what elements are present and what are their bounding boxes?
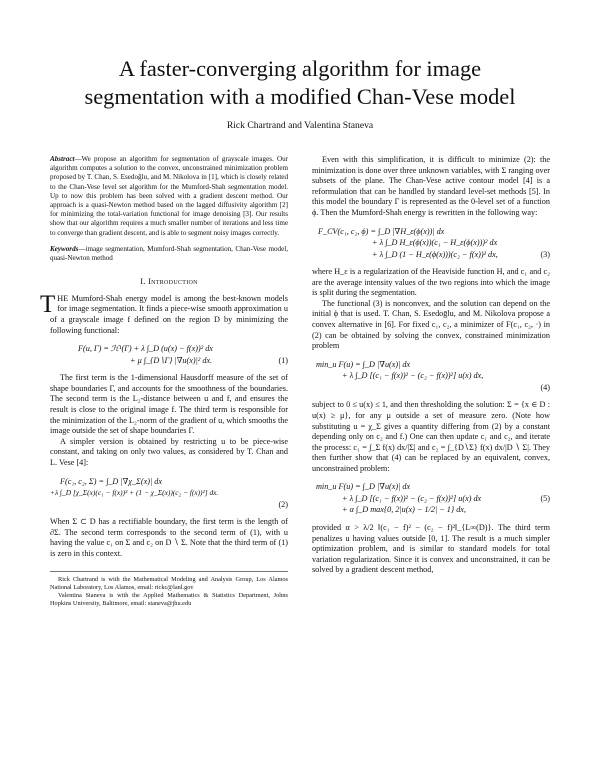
paper-title-line-2: segmentation with a modified Chan-Vese model bbox=[84, 84, 516, 109]
footnote-author-1: Rick Chartrand is with the Mathematical Modeling and Analysis Group, Los Alamos National Laboratory, Los Alamos, email: rickc@lanl.gov bbox=[50, 576, 288, 592]
equation-5-line-2: + λ ∫_D [(c₁ − f(x))² − (c₂ − f(x))²] u(x) dx bbox=[342, 493, 482, 503]
equation-3-line-1: F_CV(c₁, c₂, ϕ) = ∫_D |∇H_ε(ϕ(x))| dx bbox=[318, 226, 445, 236]
equation-4 bbox=[312, 359, 550, 394]
intro-paragraph-1 bbox=[40, 290, 288, 336]
right-paragraph-4: subject to 0 ≤ u(x) ≤ 1, and then thresholding the solution: Σ = {x ∈ D : u(x) ≥ μ}, for any μ outside a set of measure zero. (Note how substituting u = χ_Σ gives a quantity differing from (2) by a constant depending only on c₂ and f.) One can then update c₁ and c₂, and iterate the process: c₁ = ∫_Σ f(x) dx/|Σ| and c₂ = ∫_{D∖Σ} f(x) dx/|D ∖ Σ|. They then further show that (4) can be replaced by an equivalent, convex, unconstrained problem: bbox=[312, 400, 550, 473]
paper-title-line-1: A faster-converging algorithm for image bbox=[118, 56, 482, 81]
intro-paragraph-2: The first term is the 1-dimensional Hausdorff measure of the set of shape boundaries Γ, and accounts for the smoothness of the boundaries. The second term is the L₂-distance between u and f, and ensures the result is close to the original image f. The third term is responsible for the minimization of the L₂-norm of the gradient of u, which smooths the image outside the set of shape boundaries Γ. bbox=[50, 373, 288, 436]
equation-2-line-1: F(c₁, c₂, Σ) = ∫_D |∇χ_Σ(x)| dx bbox=[60, 476, 163, 486]
intro-paragraph-1-text: HE Mumford-Shah energy model is among the best-known models for image segmentation. It finds a piece-wise smooth approximation u of a grayscale image f defined on the region D by minimizing the following functional: bbox=[50, 293, 288, 335]
equation-5-line-3: + α ∫_D max{0, 2|u(x) − 1/2| − 1} dx, bbox=[342, 505, 466, 515]
authors: Rick Chartrand and Valentina Staneva bbox=[226, 120, 374, 131]
left-column bbox=[40, 155, 288, 608]
equation-3-line-3: + λ ∫_D (1 − H_ε(ϕ(x)))(c₂ − f(x))² dx, bbox=[372, 249, 498, 259]
intro-paragraph-4: When Σ ⊂ D has a rectifiable boundary, the first term is the length of ∂Σ. The second term corresponds to the second term of (1), with u having the value c₁ on Σ and c₂ on D ∖ Σ. Note that the third term of (1) is zero in this context. bbox=[50, 517, 288, 558]
equation-3 bbox=[312, 226, 550, 261]
abstract-text: —We propose an algorithm for segmentation of grayscale images. Our algorithm computes a solution to the convex, unconstrained minimization problem proposed by T. Chan, S. Esedoḡlu, and M. Nikolova in [1], which is closely related to the Chan-Vese level set algorithm for the Mumford-Shah segmentation model. Up to now this problem has been solved with a gradient descent method. Our approach is a quasi-Newton method based on the lagged diffusivity algorithm [2] for minimizing the total-variation functional for image denoising [3]. Our results show that our algorithm requires a much smaller number of iterations and less time to converge than gradient descent, and is able to segment noisy images correctly. bbox=[50, 155, 288, 237]
equation-2-line-2: +λ ∫_D [χ_Σ(x)(c₁ − f(x))² + (1 − χ_Σ(x))(c₂ − f(x))²] dx. bbox=[50, 488, 219, 498]
intro-paragraph-3: A simpler version is obtained by restricting u to be piece-wise constant, and taking on only two values, as considered by T. Chan and L. Vese [4]: bbox=[50, 436, 288, 467]
equation-1-line-1: F(u, Γ) = ℋ¹(Γ) + λ ∫_D (u(x) − f(x))² dx bbox=[78, 344, 213, 354]
footnote-author-2: Valentina Staneva is with the Applied Mathematics & Statistics Department, Johns Hopkins University, Baltimore, email: staneva@jhu.edu bbox=[50, 592, 288, 608]
equation-4-line-2: + λ ∫_D [(c₁ − f(x))² − (c₂ − f(x))²] u(x) dx, bbox=[342, 371, 484, 381]
equation-1-number: (1) bbox=[278, 355, 288, 365]
equation-5 bbox=[312, 481, 550, 516]
equation-2 bbox=[50, 476, 288, 511]
footnotes bbox=[50, 571, 288, 608]
equation-5-number: (5) bbox=[540, 493, 550, 503]
right-paragraph-1: Even with this simplification, it is difficult to minimize (2): the minimization is done over three unknown variables, with Σ ranging over subsets of the plane. The Chan-Vese active contour model [4] is a reformulation that can be handled by standard level-set methods [5]. In this model the boundary Γ is represented as the 0-level set of a function ϕ. Then the Mumford-Shah energy is rewritten in the following way: bbox=[312, 155, 550, 217]
right-paragraph-3: The functional (3) is nonconvex, and the solution can depend on the initial ϕ that is used. T. Chan, S. Esedoḡlu, and M. Nikolova propose a convex alternative in [6]. For fixed c₁, c₂, a minimizer of F(c₁, c₂, ·) in (2) can be obtained by solving the convex, constrained minimization problem bbox=[312, 298, 550, 351]
keywords-label: Keywords bbox=[50, 244, 79, 253]
keywords-text: —image segmentation, Mumford-Shah segmentation, Chan-Vese model, quasi-Newton method bbox=[50, 244, 288, 263]
equation-4-number: (4) bbox=[540, 382, 550, 392]
equation-3-line-2: + λ ∫_D H_ε(ϕ(x))(c₁ − H_ε(ϕ(x)))² dx bbox=[372, 238, 498, 248]
equation-1-line-2: + μ ∫_{D∖Γ} |∇u(x)|² dx. bbox=[130, 355, 213, 365]
right-paragraph-5: provided α > λ/2 ‖(c₁ − f)² − (c₂ − f)²‖_{L∞(D)}. The third term penalizes u having values outside [0, 1]. The result is a much simpler optimization problem, and is similar to standard models for total variation regularization. Since it is convex and unconstrained, it can be solved by a gradient descent method, bbox=[312, 522, 550, 575]
abstract-label: Abstract bbox=[50, 155, 75, 163]
right-paragraph-2: where H_ε is a regularization of the Heaviside function H, and c₁ and c₂ are the average intensity values of the two regions into which the image is split during the segmentation. bbox=[312, 267, 550, 298]
abstract bbox=[50, 155, 288, 238]
equation-1 bbox=[50, 343, 288, 366]
section-heading-introduction: I. Introduction bbox=[140, 277, 198, 287]
equation-3-number: (3) bbox=[540, 249, 550, 259]
equation-5-line-1: min_u F(u) = ∫_D |∇u(x)| dx bbox=[316, 482, 411, 492]
right-column bbox=[312, 155, 550, 576]
equation-2-number: (2) bbox=[278, 499, 288, 509]
equation-4-line-1: min_u F(u) = ∫_D |∇u(x)| dx bbox=[316, 359, 411, 369]
drop-cap: T bbox=[40, 290, 56, 318]
keywords bbox=[50, 245, 288, 263]
